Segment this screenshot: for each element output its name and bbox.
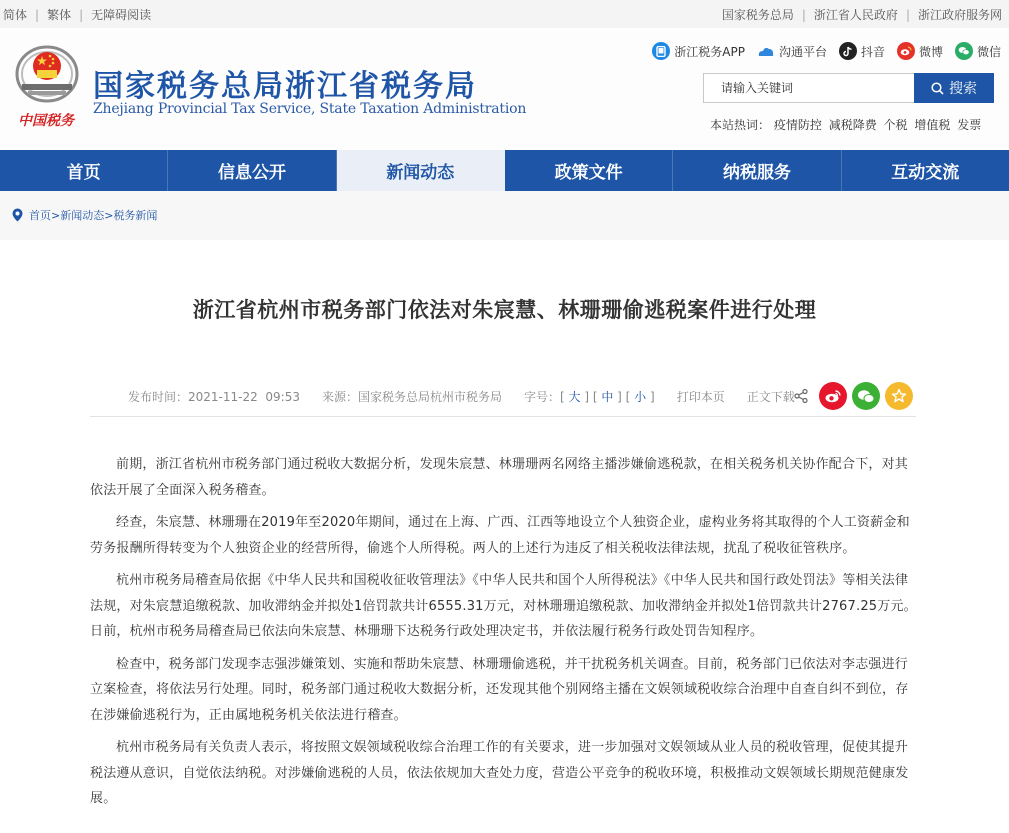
article-meta	[128, 388, 795, 405]
publish-label: 发布时间：	[128, 390, 189, 404]
weibo-share-icon	[824, 389, 842, 403]
divider: |	[79, 8, 84, 22]
favorite-star-icon	[891, 388, 907, 404]
font-size-small[interactable]: 小	[634, 390, 647, 404]
traditional-chinese-link[interactable]: 繁体	[47, 8, 72, 22]
wechat-link[interactable]	[955, 42, 1001, 60]
favorite-button[interactable]	[885, 382, 913, 410]
breadcrumb	[12, 207, 157, 223]
national-emblem-icon[interactable]	[14, 44, 80, 106]
search-button-label: 搜索	[949, 81, 977, 97]
breadcrumb-tax-news[interactable]: 税务新闻	[113, 209, 158, 222]
sta-link[interactable]: 国家税务总局	[721, 8, 794, 22]
site-subtitle: Zhejiang Provincial Tax Service, State Taxation Administration	[93, 101, 527, 117]
divider: |	[35, 8, 40, 22]
download-text-link[interactable]: 正文下载	[746, 390, 795, 404]
douyin-icon	[839, 42, 857, 60]
main-nav	[0, 150, 1009, 191]
site-title[interactable]: 国家税务总局浙江省税务局	[93, 69, 477, 104]
breadcrumb-separator: >	[51, 208, 61, 222]
nav-tab-policy[interactable]: 政策文件	[505, 150, 673, 191]
hot-word-link[interactable]: 发票	[957, 118, 982, 132]
external-links	[722, 6, 1002, 23]
language-links	[3, 6, 151, 23]
weibo-share-button[interactable]	[819, 382, 847, 410]
publish-time: 2021-11-22 09:53	[188, 389, 300, 404]
top-utility-bar	[0, 0, 1009, 28]
font-size-large[interactable]: 大	[568, 390, 581, 404]
hot-words	[710, 116, 984, 133]
search-input[interactable]: 请输入关键词	[703, 73, 915, 103]
source-value: 国家税务总局杭州市税务局	[357, 390, 502, 404]
font-size-controls: 字号：[ 大 ] [ 中 ] [ 小 ]	[524, 390, 655, 404]
hot-word-link[interactable]: 疫情防控	[773, 118, 822, 132]
font-size-label: 字号：	[524, 390, 561, 404]
social-links	[640, 42, 1001, 60]
social-label: 抖音	[860, 44, 885, 59]
nav-tab-tax-service[interactable]: 纳税服务	[673, 150, 841, 191]
accessibility-link[interactable]: 无障碍阅读	[91, 8, 152, 22]
hot-word-link[interactable]: 增值税	[914, 118, 951, 132]
share-icon[interactable]	[793, 388, 809, 404]
nav-tab-interaction[interactable]: 互动交流	[891, 163, 960, 183]
article-paragraph: 检查中，税务部门发现李志强涉嫌策划、实施和帮助朱宸慧、林珊珊偷逃税，并干扰税务机关调查。目前，税务部门已依法对李志强进行立案检查，将依法另行处理。同时，税务部门通过税收大数据分析，还发现其他个别网络主播在文娱领域税收综合治理中自查自纠不到位，存在涉嫌偷逃税行为，正由属地税务机关依法进行稽查。	[90, 656, 909, 723]
wechat-icon	[955, 42, 973, 60]
article-paragraph: 杭州市税务局有关负责人表示，将按照文娱领域税收综合治理工作的有关要求，进一步加强对文娱领域从业人员的税收管理，促使其提升税法遵从意识，自觉依法纳税。对涉嫌偷逃税的人员，依法依规加大查处力度，营造公平竞争的税收环境，积极推动文娱领域长期规范健康发展。	[90, 740, 909, 806]
hot-word-link[interactable]: 减税降费	[828, 118, 877, 132]
site-header	[0, 28, 1009, 150]
article-body	[90, 452, 920, 819]
nav-tab-news[interactable]: 新闻动态	[337, 150, 505, 191]
article-paragraph: 杭州市税务局稽查局依据《中华人民共和国税收征收管理法》《中华人民共和国个人所得税法》《中华人民共和国行政处罚法》等相关法律法规，对朱宸慧追缴税款、加收滞纳金并拟处1倍罚款共计6555.31万元，对林珊珊追缴税款、加收滞纳金并拟处1倍罚款共计2767.25万元。日前，杭州市税务局稽查局已依法向朱宸慧、林珊珊下达税务行政处理决定书，并依法履行税务行政处罚告知程序。	[90, 573, 917, 639]
social-label: 微博	[918, 44, 943, 59]
weibo-icon	[897, 42, 915, 60]
search-button[interactable]	[914, 73, 994, 103]
social-label: 微信	[976, 44, 1001, 59]
tablet-app-icon	[652, 42, 670, 60]
divider: |	[905, 8, 910, 22]
hot-words-label: 本站热词：	[710, 118, 771, 132]
nav-tab-home[interactable]: 首页	[0, 150, 168, 191]
china-tax-caption: 中国税务	[18, 113, 74, 129]
breadcrumb-home[interactable]: 首页	[29, 209, 51, 222]
hot-word-link[interactable]: 个税	[883, 118, 908, 132]
wechat-share-button[interactable]	[852, 382, 880, 410]
breadcrumb-news[interactable]: 新闻动态	[60, 209, 105, 222]
nav-tab-info-disclosure[interactable]: 信息公开	[168, 150, 336, 191]
communication-platform-link[interactable]	[757, 42, 827, 60]
zhejiang-tax-app-link[interactable]	[652, 42, 745, 60]
social-label: 沟通平台	[778, 44, 827, 59]
breadcrumb-separator: >	[104, 208, 114, 222]
article-paragraph: 经查，朱宸慧、林珊珊在2019年至2020年期间，通过在上海、广西、江西等地设立个人独资企业，虚构业务将其取得的个人工资薪金和劳务报酬所得转变为个人独资企业的经营所得，偷逃个人所得税。两人的上述行为违反了相关税收法律法规，扰乱了税收征管秩序。	[90, 515, 910, 556]
article-paragraph: 前期，浙江省杭州市税务部门通过税收大数据分析，发现朱宸慧、林珊珊两名网络主播涉嫌偷逃税款，在相关税务机关协作配合下，对其依法开展了全面深入税务稽查。	[90, 457, 909, 498]
meta-divider	[90, 416, 916, 417]
simplified-chinese-link[interactable]: 简体	[3, 8, 28, 22]
divider: |	[801, 8, 806, 22]
zhejiang-service-link[interactable]: 浙江政府服务网	[917, 8, 1002, 22]
cloud-icon	[757, 42, 775, 60]
search-icon	[931, 82, 944, 95]
wechat-share-icon	[857, 389, 875, 404]
zhejiang-gov-link[interactable]: 浙江省人民政府	[813, 8, 898, 22]
douyin-link[interactable]	[839, 42, 885, 60]
share-bar	[793, 382, 913, 410]
source-label: 来源：	[321, 390, 358, 404]
weibo-link[interactable]	[897, 42, 943, 60]
font-size-medium[interactable]: 中	[601, 390, 614, 404]
article-title: 浙江省杭州市税务部门依法对朱宸慧、林珊珊偷逃税案件进行处理	[192, 298, 817, 322]
social-label: 浙江税务APP	[674, 44, 745, 59]
print-page-link[interactable]: 打印本页	[676, 390, 725, 404]
article	[0, 240, 1009, 833]
location-pin-icon	[12, 208, 23, 222]
